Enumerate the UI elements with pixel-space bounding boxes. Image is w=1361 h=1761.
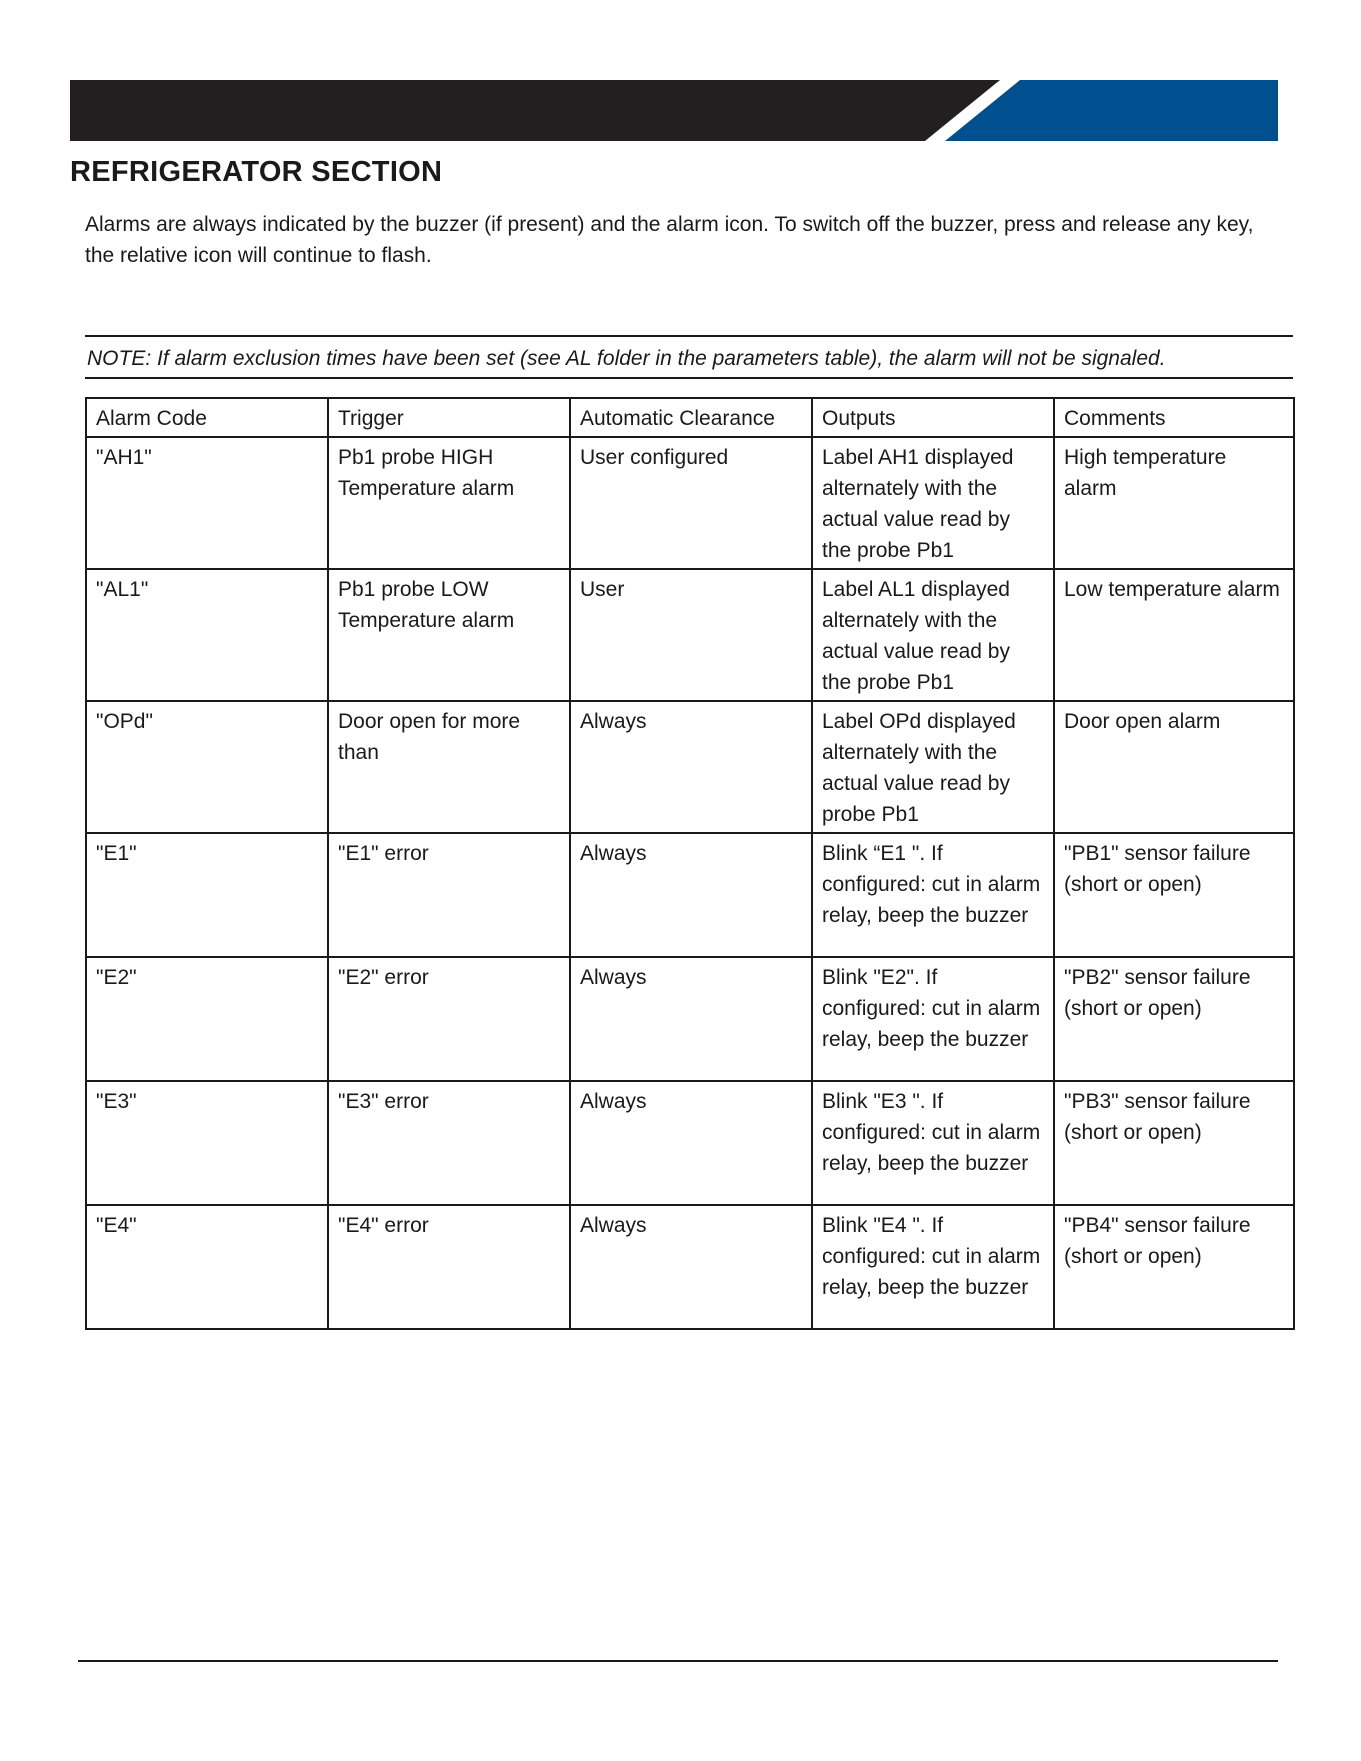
cell-clearance: Always [570, 957, 812, 1081]
cell-comments: "PB3" sensor failure (short or open) [1054, 1081, 1294, 1205]
cell-alarm-code: "AL1" [86, 569, 328, 701]
cell-comments: "PB1" sensor failure (short or open) [1054, 833, 1294, 957]
header-automatic-clearance: Automatic Clearance [570, 398, 812, 437]
cell-alarm-code: "E2" [86, 957, 328, 1081]
alarm-table [85, 397, 1295, 1330]
cell-alarm-code: "E4" [86, 1205, 328, 1329]
intro-paragraph: Alarms are always indicated by the buzzer (if present) and the alarm icon. To switch off the buzzer, press and release any key, the relative icon will continue to flash. [85, 213, 1254, 267]
table-row [86, 437, 1294, 569]
footer-divider [78, 1660, 1278, 1662]
header-alarm-code: Alarm Code [86, 398, 328, 437]
cell-clearance: Always [570, 1205, 812, 1329]
header-accent-band [945, 80, 1278, 141]
cell-comments: Door open alarm [1054, 701, 1294, 833]
cell-trigger: Pb1 probe HIGH Temperature alarm [328, 437, 570, 569]
cell-trigger: "E2" error [328, 957, 570, 1081]
cell-outputs: Label AH1 displayed alternately with the actual value read by the probe Pb1 [812, 437, 1054, 569]
table-row [86, 1205, 1294, 1329]
header-outputs: Outputs [812, 398, 1054, 437]
header-dark-band [70, 80, 1000, 141]
cell-clearance: Always [570, 833, 812, 957]
table-row [86, 569, 1294, 701]
cell-outputs: Blink "E3 ". If configured: cut in alarm relay, beep the buzzer [812, 1081, 1054, 1205]
cell-clearance: Always [570, 701, 812, 833]
cell-alarm-code: "E1" [86, 833, 328, 957]
header-trigger: Trigger [328, 398, 570, 437]
cell-alarm-code: "E3" [86, 1081, 328, 1205]
cell-outputs: Blink "E4 ". If configured: cut in alarm relay, beep the buzzer [812, 1205, 1054, 1329]
cell-outputs: Label AL1 displayed alternately with the actual value read by the probe Pb1 [812, 569, 1054, 701]
note-box [85, 335, 1293, 379]
cell-clearance: Always [570, 1081, 812, 1205]
cell-clearance: User [570, 569, 812, 701]
cell-comments: "PB4" sensor failure (short or open) [1054, 1205, 1294, 1329]
page-title: REFRIGERATOR SECTION [70, 156, 443, 188]
cell-trigger: "E1" error [328, 833, 570, 957]
cell-outputs: Blink “E1 ". If configured: cut in alarm relay, beep the buzzer [812, 833, 1054, 957]
header-graphic [70, 80, 1278, 141]
header-band [70, 80, 1278, 141]
cell-trigger: Door open for more than [328, 701, 570, 833]
cell-trigger: Pb1 probe LOW Temperature alarm [328, 569, 570, 701]
cell-clearance: User configured [570, 437, 812, 569]
cell-outputs: Blink "E2". If configured: cut in alarm relay, beep the buzzer [812, 957, 1054, 1081]
table-row [86, 957, 1294, 1081]
table-row [86, 1081, 1294, 1205]
table-row [86, 833, 1294, 957]
cell-comments: High temperature alarm [1054, 437, 1294, 569]
cell-alarm-code: "OPd" [86, 701, 328, 833]
cell-trigger: "E4" error [328, 1205, 570, 1329]
cell-comments: Low temperature alarm [1054, 569, 1294, 701]
cell-comments: "PB2" sensor failure (short or open) [1054, 957, 1294, 1081]
cell-alarm-code: "AH1" [86, 437, 328, 569]
cell-outputs: Label OPd displayed alternately with the actual value read by probe Pb1 [812, 701, 1054, 833]
note-text: NOTE: If alarm exclusion times have been set (see AL folder in the parameters table), the alarm will not be signaled. [87, 347, 1166, 370]
cell-trigger: "E3" error [328, 1081, 570, 1205]
table-row [86, 701, 1294, 833]
header-comments: Comments [1054, 398, 1294, 437]
table-header-row [86, 398, 1294, 437]
